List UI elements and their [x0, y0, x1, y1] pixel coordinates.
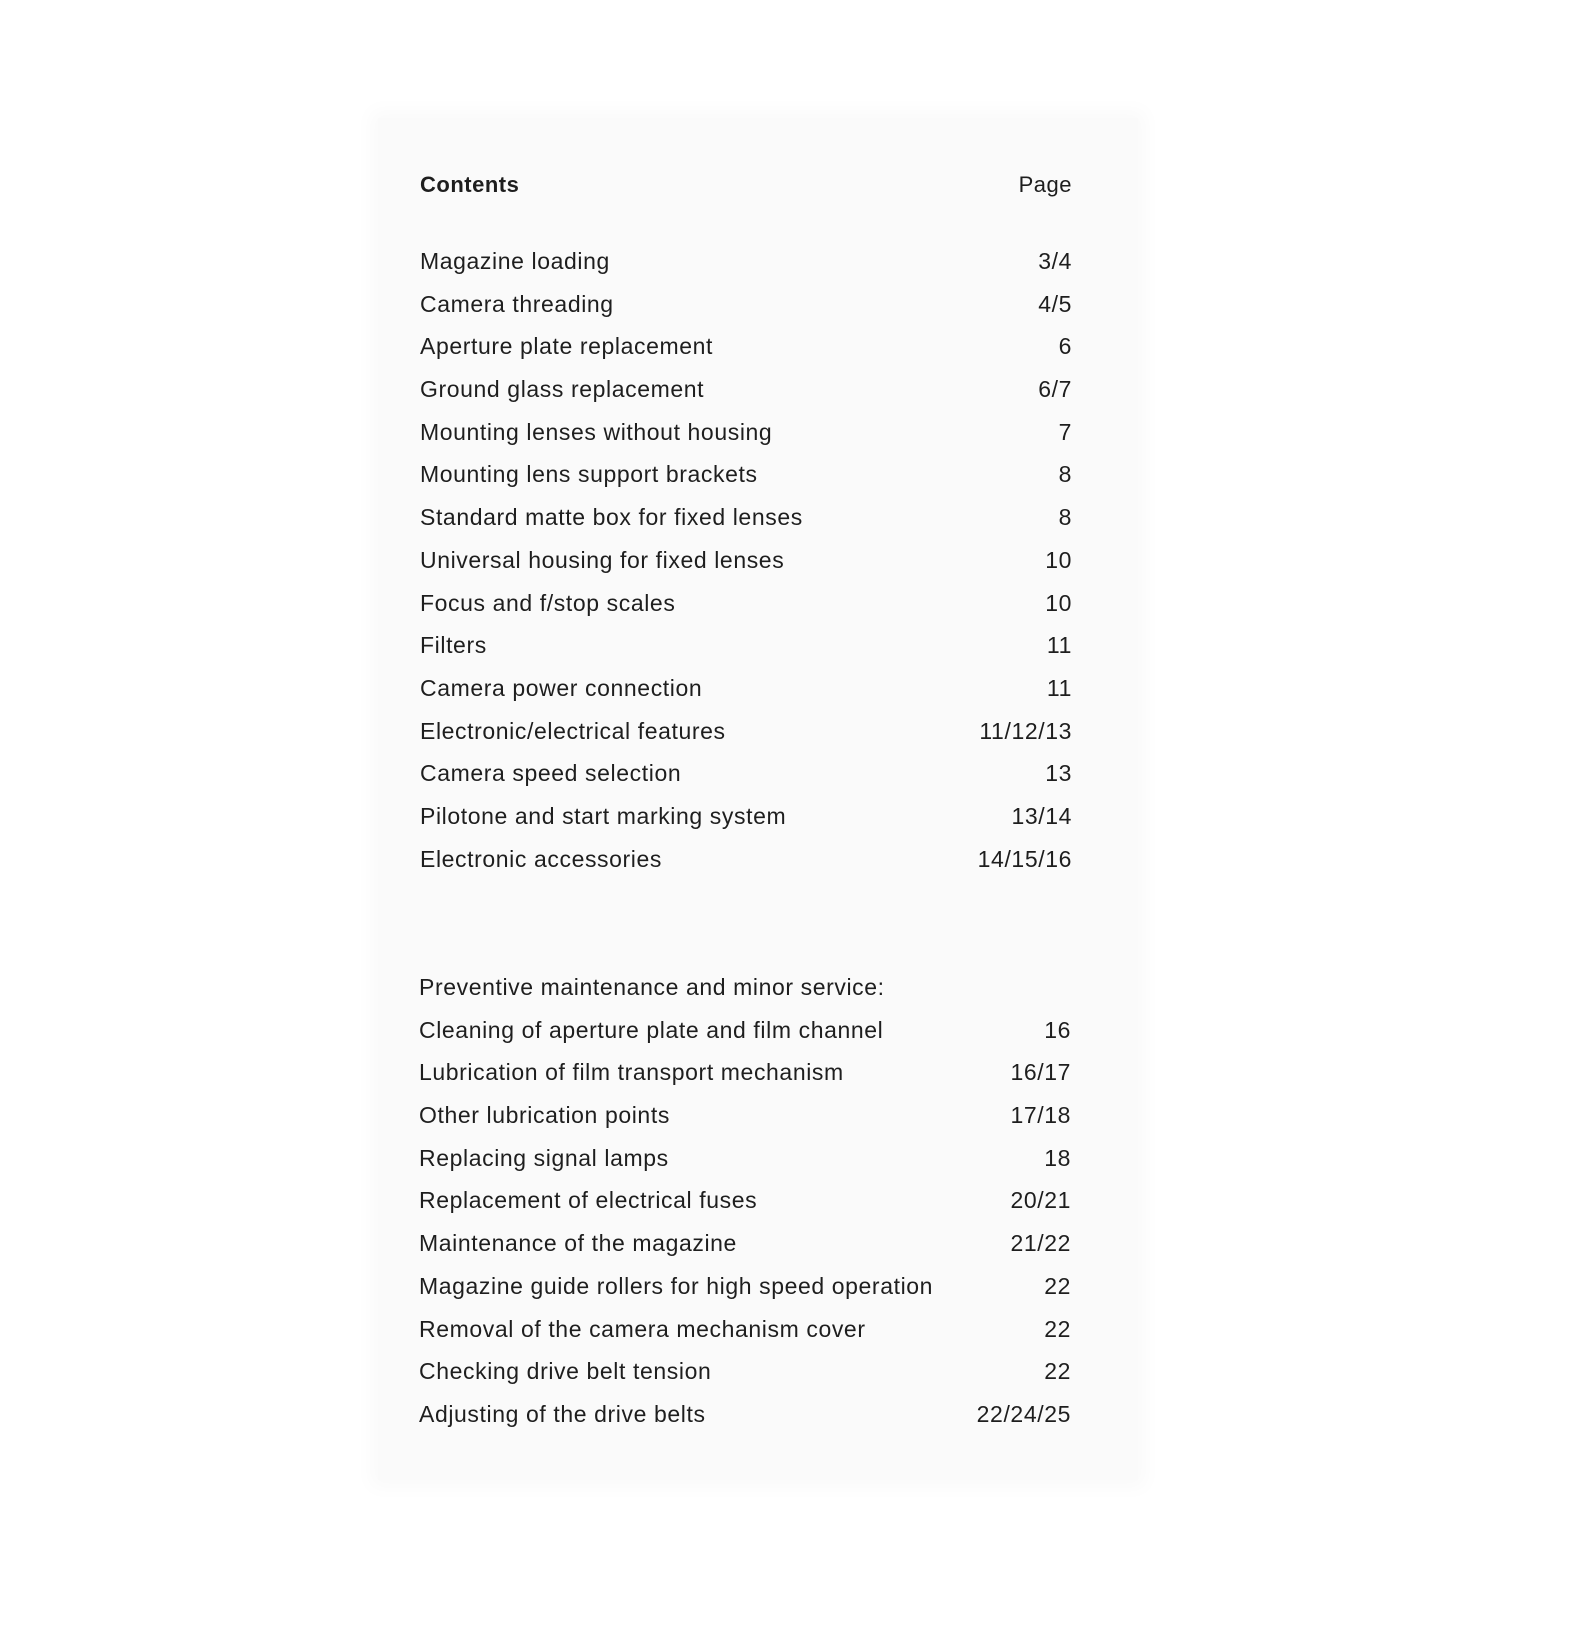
toc-entry-title: Mounting lenses without housing	[420, 418, 773, 445]
toc-entry	[419, 1393, 1071, 1436]
toc-entry	[420, 752, 1072, 795]
toc-entry-page: 22	[1044, 1272, 1071, 1299]
toc-entry-page: 20/21	[1010, 1187, 1071, 1214]
contents-title: Contents	[420, 172, 520, 197]
toc-entry	[419, 1222, 1071, 1265]
toc-entry	[420, 539, 1072, 582]
toc-entry-page: 10	[1045, 589, 1072, 616]
toc-entry-title: Replacement of electrical fuses	[419, 1187, 758, 1214]
toc-entry-page: 7	[1058, 418, 1072, 445]
toc-entry-title: Ground glass replacement	[420, 376, 705, 403]
toc-entry-title: Checking drive belt tension	[419, 1358, 712, 1385]
toc-entry	[419, 1308, 1071, 1351]
toc-entry-title: Cleaning of aperture plate and film channel	[419, 1016, 884, 1043]
toc-entry-page: 8	[1058, 504, 1072, 531]
toc-entry	[419, 1051, 1071, 1094]
maintenance-heading: Preventive maintenance and minor service:	[419, 974, 885, 1000]
toc-entry-page: 4/5	[1038, 290, 1072, 317]
toc-entry-page: 11	[1046, 632, 1072, 659]
toc-entry-title: Filters	[420, 632, 487, 659]
toc-entry-page: 14/15/16	[977, 845, 1072, 872]
toc-entry-page: 10	[1045, 546, 1072, 573]
toc-entry	[419, 1265, 1071, 1308]
toc-entry	[420, 710, 1072, 753]
toc-entry	[420, 624, 1072, 667]
toc-entry-page: 11/12/13	[979, 717, 1072, 744]
toc-entry	[420, 838, 1072, 881]
toc-entry-title: Electronic/electrical features	[420, 717, 726, 744]
toc-entry	[419, 1094, 1071, 1137]
toc-entry	[419, 1179, 1071, 1222]
toc-entry-page: 17/18	[1010, 1102, 1071, 1129]
toc-entry-title: Mounting lens support brackets	[420, 461, 758, 488]
toc-entry-page: 3/4	[1038, 248, 1072, 274]
toc-entry-title: Camera speed selection	[420, 760, 682, 787]
toc-entry	[420, 582, 1072, 625]
toc-entry-page: 18	[1044, 1144, 1071, 1171]
toc-entry	[420, 240, 1072, 283]
toc-entry	[420, 368, 1072, 411]
toc-entry	[420, 325, 1072, 368]
toc-entry-page: 8	[1058, 461, 1072, 488]
toc-entry-title: Camera threading	[420, 290, 614, 317]
toc-maintenance-list	[419, 966, 1071, 1436]
toc-entry	[419, 1350, 1071, 1393]
toc-entry-page: 22	[1044, 1358, 1071, 1385]
toc-entry-title: Focus and f/stop scales	[420, 589, 676, 616]
toc-entry-page: 13/14	[1011, 802, 1072, 829]
toc-entry	[420, 283, 1072, 326]
toc-entry-title: Pilotone and start marking system	[420, 802, 787, 829]
page-column-label: Page	[1018, 172, 1072, 197]
toc-entry	[420, 795, 1072, 838]
toc-entry-page: 22	[1044, 1315, 1071, 1342]
toc-entry	[420, 496, 1072, 539]
toc-entry-page: 6/7	[1038, 376, 1072, 403]
toc-entry-page: 16	[1044, 1016, 1071, 1043]
toc-entry-title: Lubrication of film transport mechanism	[419, 1059, 844, 1086]
toc-main-list	[420, 240, 1072, 880]
toc-entry-page: 21/22	[1010, 1230, 1071, 1257]
toc-entry-page: 11	[1046, 674, 1072, 701]
contents-header	[420, 172, 1072, 198]
toc-entry	[419, 1009, 1071, 1052]
toc-entry	[419, 1137, 1071, 1180]
toc-entry-page: 22/24/25	[976, 1400, 1071, 1427]
toc-entry-title: Magazine guide rollers for high speed operation	[419, 1272, 934, 1299]
toc-entry	[420, 453, 1072, 496]
toc-entry-title: Electronic accessories	[420, 845, 663, 872]
toc-entry-title: Adjusting of the drive belts	[419, 1400, 706, 1427]
toc-entry	[420, 667, 1072, 710]
toc-entry-title: Universal housing for fixed lenses	[420, 546, 785, 573]
toc-entry-page: 6	[1058, 333, 1072, 360]
toc-entry-page: 16/17	[1010, 1059, 1071, 1086]
toc-entry-page: 13	[1045, 760, 1072, 787]
toc-entry-title: Removal of the camera mechanism cover	[419, 1315, 866, 1342]
toc-entry-title: Replacing signal lamps	[419, 1144, 669, 1171]
toc-entry-title: Magazine loading	[420, 248, 610, 274]
toc-entry-title: Standard matte box for fixed lenses	[420, 504, 803, 531]
toc-entry-title: Aperture plate replacement	[420, 333, 714, 360]
toc-entry	[420, 411, 1072, 454]
toc-entry-title: Other lubrication points	[419, 1102, 670, 1129]
toc-entry-title: Maintenance of the magazine	[419, 1230, 737, 1257]
toc-entry-title: Camera power connection	[420, 674, 703, 701]
